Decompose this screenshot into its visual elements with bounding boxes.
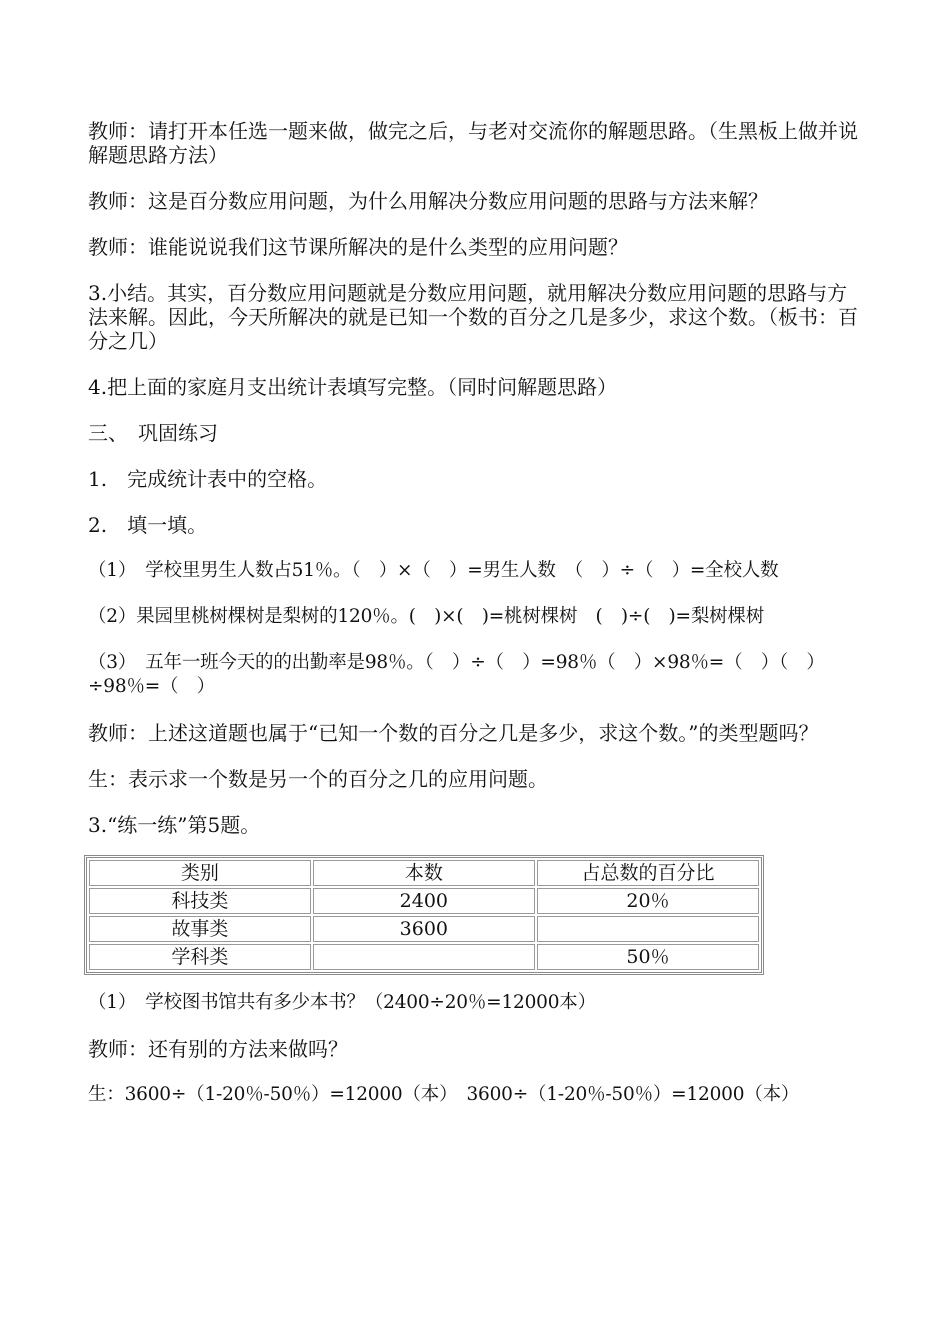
table-cell: 3600: [313, 916, 535, 942]
paragraph-fill-table: 4.把上面的家庭月支出统计表填写完整。（同时问解题思路）: [88, 375, 618, 399]
book-category-table: [84, 855, 764, 975]
paragraph-exercise-2: 2. 填一填。: [88, 513, 208, 537]
table-cell: [313, 944, 535, 970]
paragraph-exercise-3: 3.“练一练”第5题。: [88, 813, 261, 837]
table-cell: 2400: [313, 888, 535, 914]
table-header-row: [89, 860, 759, 886]
paragraph-teacher-instruction: 教师：请打开本任选一题来做，做完之后，与老对交流你的解题思路。（生黑板上做并说解题思路方法）: [88, 119, 858, 167]
document-page: [88, 119, 863, 1129]
table-cell: 20％: [537, 888, 759, 914]
paragraph-exercise-1: 1. 完成统计表中的空格。: [88, 467, 328, 491]
paragraph-teacher-question-same-type: 教师：上述这道题也属于“已知一个数的百分之几是多少，求这个数。”的类型题吗？: [88, 721, 819, 745]
table-row: [89, 888, 759, 914]
table-header-cell: 本数: [313, 860, 535, 886]
paragraph-fill-3: （3） 五年一班今天的的出勤率是98％。（ ）÷（ ）=98％（ ）×98％=（ ）（ ）÷98％=（ ）: [88, 652, 825, 697]
table-row: [89, 944, 759, 970]
paragraph-teacher-other-method: 教师：还有别的方法来做吗？: [88, 1037, 348, 1061]
paragraph-teacher-question-type: 教师：谁能说说我们这节课所解决的是什么类型的应用问题？: [88, 235, 628, 259]
paragraph-student-solution: 生：3600÷（1-20％-50％）=12000（本） 3600÷（1-20％-50％）=12000（本）: [88, 1084, 800, 1105]
section-heading-practice: 三、 巩固练习: [88, 421, 218, 445]
table-cell: 50％: [537, 944, 759, 970]
table-cell: [537, 916, 759, 942]
table-header-cell: 占总数的百分比: [537, 860, 759, 886]
paragraph-summary: 3.小结。其实，百分数应用问题就是分数应用问题，就用解决分数应用问题的思路与方法来解。因此，今天所解决的就是已知一个数的百分之几是多少，求这个数。（板书：百分之几）: [88, 281, 858, 353]
table-cell: 学科类: [89, 944, 311, 970]
table-header-cell: 类别: [89, 860, 311, 886]
paragraph-teacher-question-why: 教师：这是百分数应用问题，为什么用解决分数应用问题的思路与方法来解？: [88, 189, 768, 213]
paragraph-fill-1: （1） 学校里男生人数占51％。（ ）×（ ）=男生人数 （ ）÷（ ）=全校人数: [88, 560, 779, 581]
paragraph-fill-2: （2）果园里桃树棵树是梨树的120％。( )×( )=桃树棵树 ( )÷( )=梨树棵树: [88, 606, 765, 627]
table-cell: 科技类: [89, 888, 311, 914]
paragraph-question-total-books: （1） 学校图书馆共有多少本书？（2400÷20％=12000本）: [88, 992, 596, 1013]
paragraph-student-answer: 生：表示求一个数是另一个的百分之几的应用问题。: [88, 767, 548, 791]
table-cell: 故事类: [89, 916, 311, 942]
table-row: [89, 916, 759, 942]
